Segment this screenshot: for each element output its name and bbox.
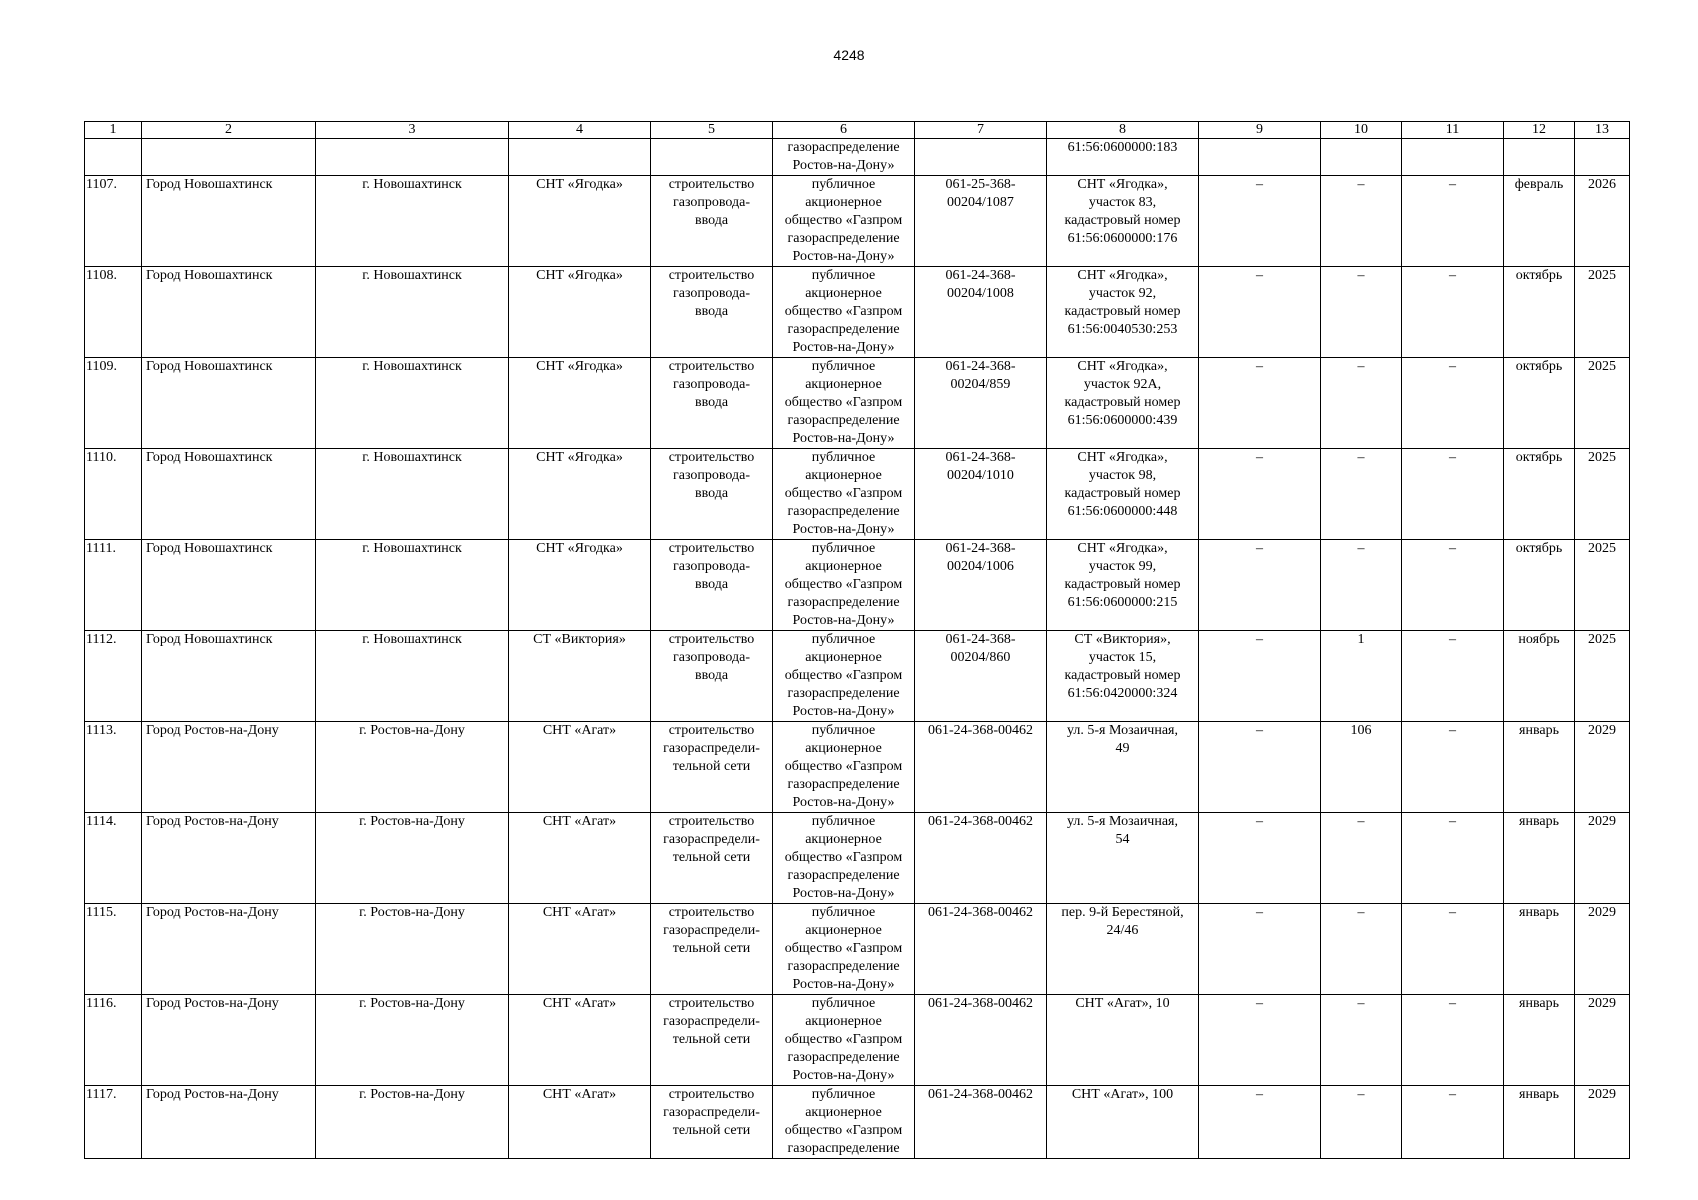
table-cell: 061-24-368- 00204/1010	[915, 449, 1047, 540]
table-cell: 061-24-368-00462	[915, 1086, 1047, 1159]
table-cell: Город Новошахтинск	[142, 631, 316, 722]
table-cell	[509, 139, 651, 176]
table-cell: 1115.	[85, 904, 142, 995]
table-cell: февраль	[1504, 176, 1575, 267]
table-cell: –	[1402, 904, 1504, 995]
table-cell: строительство газопровода- ввода	[651, 540, 773, 631]
table-cell: 61:56:0600000:183	[1047, 139, 1199, 176]
table-cell: г. Новошахтинск	[316, 176, 509, 267]
table-cell: г. Новошахтинск	[316, 267, 509, 358]
table-cell: 1107.	[85, 176, 142, 267]
table-row	[85, 267, 1630, 358]
table-cell: –	[1402, 358, 1504, 449]
column-header: 6	[773, 122, 915, 139]
table-cell: –	[1199, 540, 1321, 631]
table-cell: 2029	[1575, 1086, 1630, 1159]
table-cell: октябрь	[1504, 267, 1575, 358]
table-cell: Город Новошахтинск	[142, 176, 316, 267]
table-cell: –	[1199, 995, 1321, 1086]
table-cell: СНТ «Агат»	[509, 995, 651, 1086]
table-cell: январь	[1504, 813, 1575, 904]
table-cell: ул. 5-я Мозаичная, 49	[1047, 722, 1199, 813]
table-cell: строительство газопровода- ввода	[651, 176, 773, 267]
table-cell: г. Ростов-на-Дону	[316, 722, 509, 813]
table-cell: г. Ростов-на-Дону	[316, 813, 509, 904]
table-cell: январь	[1504, 995, 1575, 1086]
table-cell: Город Ростов-на-Дону	[142, 1086, 316, 1159]
column-header: 13	[1575, 122, 1630, 139]
column-header: 11	[1402, 122, 1504, 139]
table-cell: СНТ «Агат»	[509, 904, 651, 995]
table-cell: СНТ «Ягодка», участок 92А, кадастровый номер 61:56:0600000:439	[1047, 358, 1199, 449]
table-cell: публичное акционерное общество «Газпром газораспределение Ростов-на-Дону»	[773, 722, 915, 813]
registry-table	[84, 121, 1630, 1159]
table-cell: 061-24-368-00462	[915, 813, 1047, 904]
table-cell: –	[1199, 631, 1321, 722]
table-cell	[1504, 139, 1575, 176]
table-cell	[651, 139, 773, 176]
table-cell: 1113.	[85, 722, 142, 813]
table-cell: 1108.	[85, 267, 142, 358]
table-cell: 2029	[1575, 722, 1630, 813]
table-cell: СНТ «Ягодка»	[509, 267, 651, 358]
table-header	[85, 122, 1630, 139]
table-cell: 061-25-368- 00204/1087	[915, 176, 1047, 267]
table-cell: октябрь	[1504, 358, 1575, 449]
table-cell: СНТ «Ягодка»	[509, 449, 651, 540]
table-row	[85, 995, 1630, 1086]
continuation-row	[85, 139, 1630, 176]
table-cell	[1402, 139, 1504, 176]
table-cell	[1575, 139, 1630, 176]
table-cell: г. Ростов-на-Дону	[316, 1086, 509, 1159]
table-cell: публичное акционерное общество «Газпром газораспределение Ростов-на-Дону»	[773, 995, 915, 1086]
table-cell: публичное акционерное общество «Газпром газораспределение Ростов-на-Дону»	[773, 540, 915, 631]
table-cell	[85, 139, 142, 176]
column-header: 9	[1199, 122, 1321, 139]
table-cell: СНТ «Ягодка», участок 99, кадастровый номер 61:56:0600000:215	[1047, 540, 1199, 631]
table-cell: СНТ «Агат»	[509, 722, 651, 813]
table-cell: 2025	[1575, 358, 1630, 449]
table-cell: СНТ «Агат»	[509, 813, 651, 904]
table-row	[85, 176, 1630, 267]
table-cell: СТ «Виктория»	[509, 631, 651, 722]
table-cell: газораспределение Ростов-на-Дону»	[773, 139, 915, 176]
table-cell: октябрь	[1504, 449, 1575, 540]
table-cell: 1110.	[85, 449, 142, 540]
table-cell: 061-24-368- 00204/859	[915, 358, 1047, 449]
table-cell: СНТ «Ягодка»	[509, 176, 651, 267]
column-header: 12	[1504, 122, 1575, 139]
table-row	[85, 904, 1630, 995]
table-cell: 061-24-368- 00204/1008	[915, 267, 1047, 358]
table-cell: 1112.	[85, 631, 142, 722]
table-cell: строительство газопровода- ввода	[651, 267, 773, 358]
table-cell: СНТ «Ягодка»	[509, 358, 651, 449]
table-cell: Город Ростов-на-Дону	[142, 995, 316, 1086]
column-header: 3	[316, 122, 509, 139]
table-cell: 2029	[1575, 813, 1630, 904]
table-cell: –	[1402, 722, 1504, 813]
table-cell: январь	[1504, 1086, 1575, 1159]
table-cell: СНТ «Агат», 100	[1047, 1086, 1199, 1159]
table-cell: –	[1199, 358, 1321, 449]
table-cell: 2029	[1575, 995, 1630, 1086]
table-cell: –	[1321, 813, 1402, 904]
table-cell: –	[1321, 449, 1402, 540]
table-cell: публичное акционерное общество «Газпром газораспределение	[773, 1086, 915, 1159]
column-header: 2	[142, 122, 316, 139]
table-cell: г. Новошахтинск	[316, 358, 509, 449]
table-cell: –	[1199, 1086, 1321, 1159]
table-cell: пер. 9-й Берестяной, 24/46	[1047, 904, 1199, 995]
table-cell: Город Ростов-на-Дону	[142, 904, 316, 995]
table-cell: строительство газораспредели- тельной сети	[651, 995, 773, 1086]
table-cell: 1111.	[85, 540, 142, 631]
table-cell: –	[1402, 267, 1504, 358]
table-cell: 2025	[1575, 631, 1630, 722]
table-cell: 061-24-368- 00204/860	[915, 631, 1047, 722]
table-cell: Город Новошахтинск	[142, 540, 316, 631]
table-cell: –	[1402, 176, 1504, 267]
table-cell: строительство газораспредели- тельной сети	[651, 813, 773, 904]
table-row	[85, 813, 1630, 904]
table-row	[85, 631, 1630, 722]
table-cell: 1114.	[85, 813, 142, 904]
table-cell: г. Новошахтинск	[316, 631, 509, 722]
table-cell: –	[1402, 1086, 1504, 1159]
table-cell: 2025	[1575, 540, 1630, 631]
table-cell: СНТ «Ягодка», участок 92, кадастровый номер 61:56:0040530:253	[1047, 267, 1199, 358]
column-header: 7	[915, 122, 1047, 139]
table-cell: –	[1199, 722, 1321, 813]
table-body	[85, 139, 1630, 1159]
table-cell: 1117.	[85, 1086, 142, 1159]
table-cell: 1116.	[85, 995, 142, 1086]
table-cell: –	[1402, 631, 1504, 722]
table-cell: –	[1321, 1086, 1402, 1159]
table-cell: строительство газораспредели- тельной сети	[651, 904, 773, 995]
column-header: 10	[1321, 122, 1402, 139]
table-cell: СНТ «Агат», 10	[1047, 995, 1199, 1086]
table-cell: ноябрь	[1504, 631, 1575, 722]
table-cell: 061-24-368-00462	[915, 904, 1047, 995]
table-cell: публичное акционерное общество «Газпром газораспределение Ростов-на-Дону»	[773, 449, 915, 540]
table-cell: –	[1199, 813, 1321, 904]
table-cell: октябрь	[1504, 540, 1575, 631]
table-cell: 2025	[1575, 267, 1630, 358]
table-cell: строительство газопровода- ввода	[651, 631, 773, 722]
table-row	[85, 722, 1630, 813]
table-cell: публичное акционерное общество «Газпром газораспределение Ростов-на-Дону»	[773, 631, 915, 722]
table-cell: ул. 5-я Мозаичная, 54	[1047, 813, 1199, 904]
table-cell: январь	[1504, 904, 1575, 995]
table-row	[85, 1086, 1630, 1159]
table-cell: публичное акционерное общество «Газпром газораспределение Ростов-на-Дону»	[773, 813, 915, 904]
table-cell: 061-24-368- 00204/1006	[915, 540, 1047, 631]
column-numbers-row	[85, 122, 1630, 139]
table-cell: публичное акционерное общество «Газпром газораспределение Ростов-на-Дону»	[773, 904, 915, 995]
table-cell: –	[1199, 449, 1321, 540]
table-cell	[316, 139, 509, 176]
table-cell: –	[1321, 358, 1402, 449]
table-cell: Город Ростов-на-Дону	[142, 813, 316, 904]
table-cell	[142, 139, 316, 176]
table-cell: –	[1402, 449, 1504, 540]
table-cell: 2026	[1575, 176, 1630, 267]
table-cell: 2025	[1575, 449, 1630, 540]
table-cell: –	[1321, 267, 1402, 358]
table-cell: СНТ «Ягодка»	[509, 540, 651, 631]
table-cell: СНТ «Ягодка», участок 98, кадастровый номер 61:56:0600000:448	[1047, 449, 1199, 540]
table-cell: публичное акционерное общество «Газпром газораспределение Ростов-на-Дону»	[773, 267, 915, 358]
table-cell: г. Новошахтинск	[316, 540, 509, 631]
table-cell: Город Ростов-на-Дону	[142, 722, 316, 813]
table-cell: г. Ростов-на-Дону	[316, 904, 509, 995]
table-cell: –	[1199, 904, 1321, 995]
table-cell: –	[1321, 995, 1402, 1086]
table-row	[85, 540, 1630, 631]
table-cell: Город Новошахтинск	[142, 358, 316, 449]
table-cell: 1109.	[85, 358, 142, 449]
table-cell	[915, 139, 1047, 176]
table-cell: публичное акционерное общество «Газпром газораспределение Ростов-на-Дону»	[773, 176, 915, 267]
table-cell: –	[1321, 176, 1402, 267]
table-cell: –	[1321, 540, 1402, 631]
table-cell: г. Ростов-на-Дону	[316, 995, 509, 1086]
table-cell: СТ «Виктория», участок 15, кадастровый номер 61:56:0420000:324	[1047, 631, 1199, 722]
table-cell: СНТ «Ягодка», участок 83, кадастровый номер 61:56:0600000:176	[1047, 176, 1199, 267]
table-cell	[1321, 139, 1402, 176]
table-cell: СНТ «Агат»	[509, 1086, 651, 1159]
table-cell: –	[1321, 904, 1402, 995]
table-cell: –	[1402, 540, 1504, 631]
table-cell	[1199, 139, 1321, 176]
table-cell: Город Новошахтинск	[142, 449, 316, 540]
table-cell: –	[1402, 995, 1504, 1086]
table-cell: строительство газопровода- ввода	[651, 449, 773, 540]
table-row	[85, 449, 1630, 540]
table-cell: январь	[1504, 722, 1575, 813]
column-header: 5	[651, 122, 773, 139]
table-cell: 106	[1321, 722, 1402, 813]
table-cell: –	[1199, 267, 1321, 358]
table-cell: строительство газораспредели- тельной сети	[651, 722, 773, 813]
table-cell: 2029	[1575, 904, 1630, 995]
column-header: 8	[1047, 122, 1199, 139]
table-row	[85, 358, 1630, 449]
table-cell: строительство газораспредели- тельной сети	[651, 1086, 773, 1159]
table-cell: 061-24-368-00462	[915, 722, 1047, 813]
page-number: 4248	[833, 47, 865, 63]
table-cell: публичное акционерное общество «Газпром газораспределение Ростов-на-Дону»	[773, 358, 915, 449]
table-cell: –	[1402, 813, 1504, 904]
column-header: 1	[85, 122, 142, 139]
column-header: 4	[509, 122, 651, 139]
table-cell: г. Новошахтинск	[316, 449, 509, 540]
table-cell: 1	[1321, 631, 1402, 722]
table-cell: Город Новошахтинск	[142, 267, 316, 358]
table-cell: строительство газопровода- ввода	[651, 358, 773, 449]
table-cell: –	[1199, 176, 1321, 267]
table-cell: 061-24-368-00462	[915, 995, 1047, 1086]
